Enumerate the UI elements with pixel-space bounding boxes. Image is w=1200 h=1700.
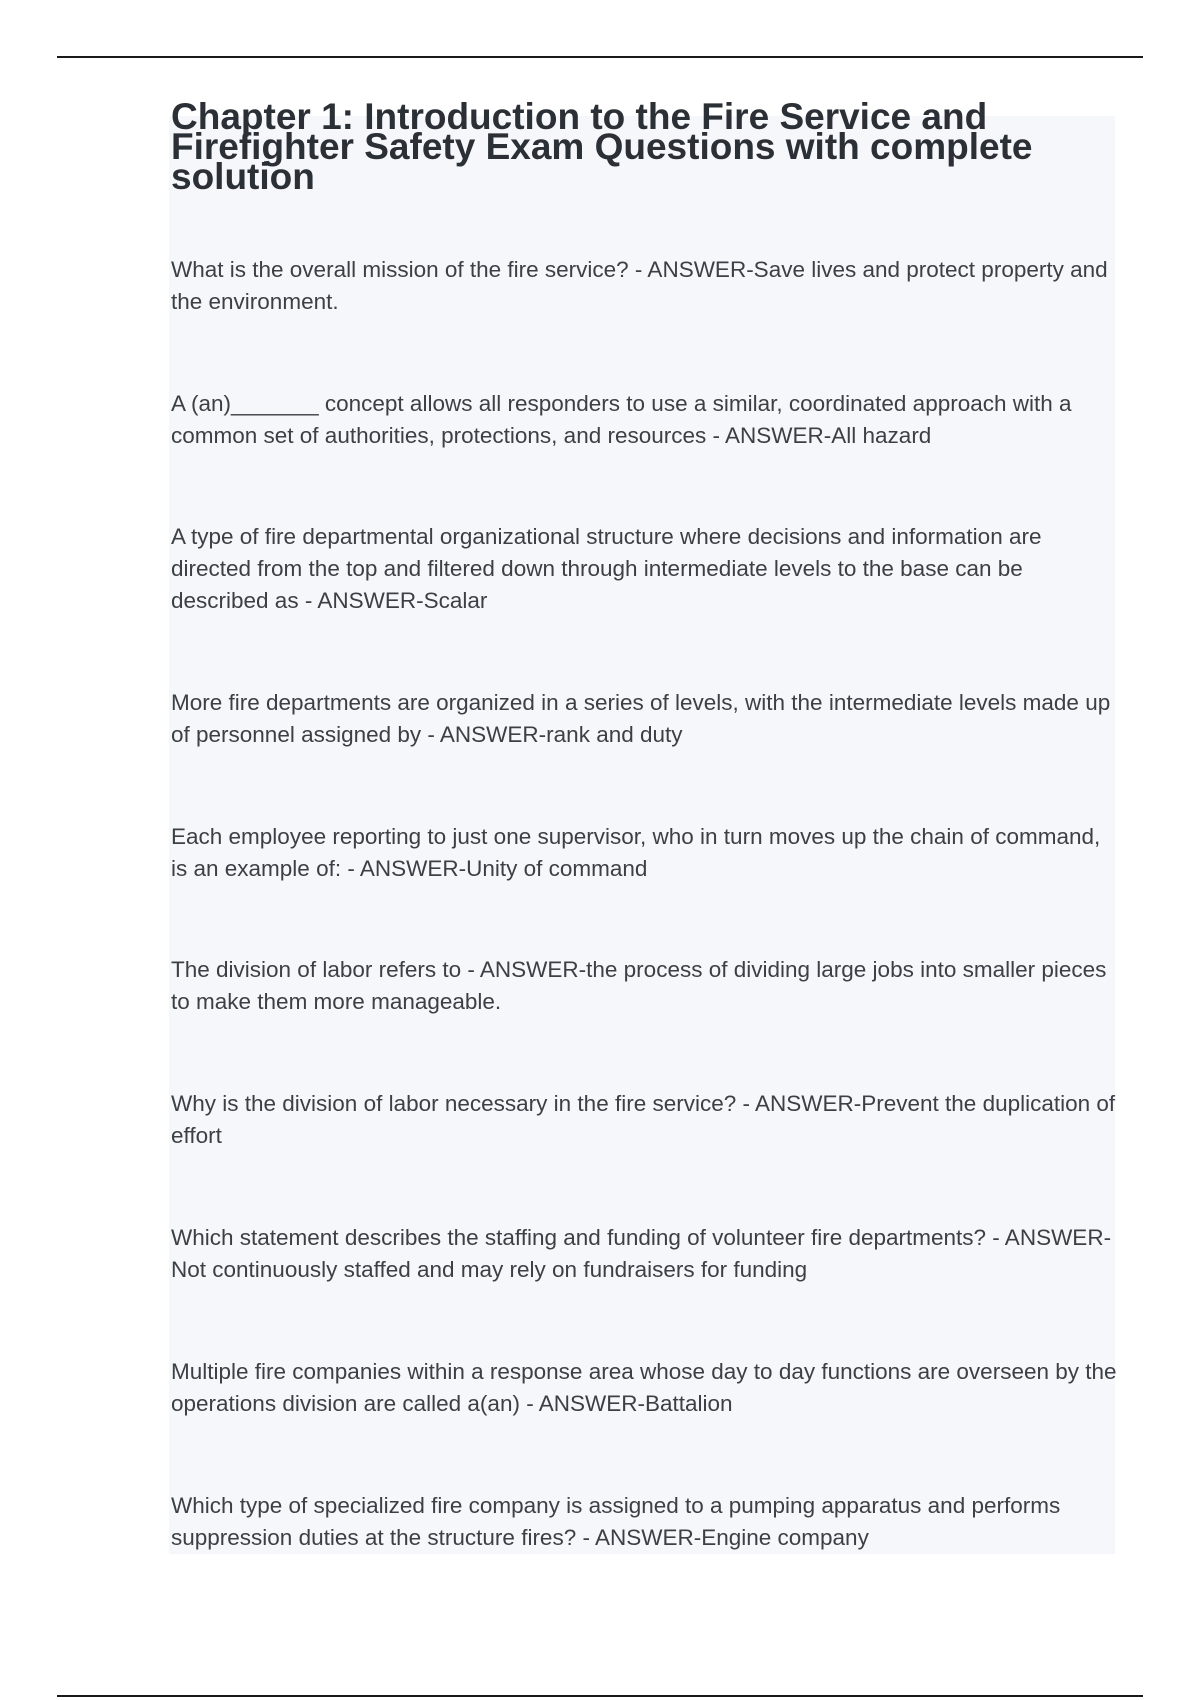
- qa-item-8: Which statement describes the staffing and funding of volunteer fire departments? - ANSWER-Not continuously staffed and may rely on fundraisers for funding: [171, 1225, 1112, 1282]
- qa-item-7: Why is the division of labor necessary in the fire service? - ANSWER-Prevent the duplication of effort: [171, 1091, 1116, 1148]
- qa-item-2: A (an)_______ concept allows all responders to use a similar, coordinated approach with a common set of authorities, protections, and resources - ANSWER-All hazard: [171, 391, 1072, 448]
- qa-item-9: Multiple fire companies within a response area whose day to day functions are overseen by the operations division are called a(an) - ANSWER-Battalion: [171, 1359, 1117, 1416]
- qa-item-5: Each employee reporting to just one supervisor, who in turn moves up the chain of command, is an example of: - ANSWER-Unity of command: [171, 824, 1101, 881]
- bottom-rule: [57, 1695, 1143, 1697]
- qa-item-6: The division of labor refers to - ANSWER-the process of dividing large jobs into smaller pieces to make them more manageable.: [171, 957, 1107, 1014]
- qa-item-4: More fire departments are organized in a series of levels, with the intermediate levels made up of personnel assigned by - ANSWER-rank and duty: [171, 690, 1111, 747]
- top-rule: [57, 56, 1143, 58]
- qa-item-3: A type of fire departmental organizational structure where decisions and information are directed from the top and filtered down through intermediate levels to the base can be described as - ANSWER-Scalar: [171, 524, 1042, 613]
- qa-item-10: Which type of specialized fire company is assigned to a pumping apparatus and performs suppression duties at the structure fires? - ANSWER-Engine company: [171, 1493, 1061, 1550]
- page-title: Chapter 1: Introduction to the Fire Service and Firefighter Safety Exam Questions with complete solution: [171, 96, 1033, 197]
- qa-item-1: What is the overall mission of the fire service? - ANSWER-Save lives and protect property and the environment.: [171, 257, 1108, 314]
